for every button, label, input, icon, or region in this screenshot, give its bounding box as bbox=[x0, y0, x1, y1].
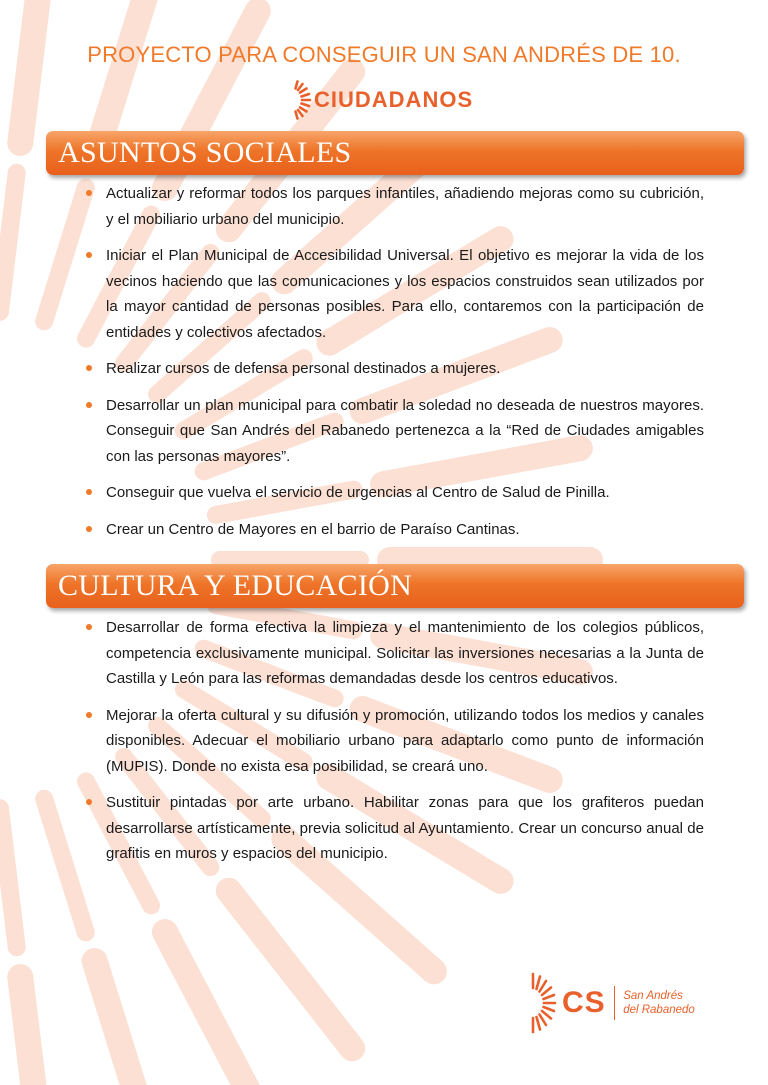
list-item bbox=[84, 393, 704, 470]
ciudadanos-logo bbox=[282, 78, 522, 122]
sunburst-logo-icon bbox=[282, 80, 312, 120]
footer-logo-text: CS bbox=[562, 986, 606, 1019]
list-item bbox=[84, 790, 704, 867]
list-item-text: Conseguir que vuelva el servicio de urgencias al Centro de Salud de Pinilla. bbox=[106, 484, 610, 501]
bullet-icon bbox=[86, 526, 92, 532]
footer-logo bbox=[518, 970, 718, 1036]
bullet-icon bbox=[86, 712, 92, 718]
bullet-icon bbox=[86, 624, 92, 630]
bullet-icon bbox=[86, 402, 92, 408]
sunburst-logo-icon bbox=[518, 972, 558, 1034]
list-item bbox=[84, 615, 704, 692]
footer-logo-divider bbox=[614, 986, 616, 1020]
bullet-icon bbox=[86, 799, 92, 805]
list-item bbox=[84, 480, 704, 506]
list-item-text: Crear un Centro de Mayores en el barrio de Paraíso Cantinas. bbox=[106, 520, 520, 538]
bullet-icon bbox=[86, 252, 92, 258]
list-item-text: Desarrollar de forma efectiva la limpieza y el mantenimiento de los colegios públicos, competencia exclusivamente municipal. Solicitar las inversiones necesarias a la Junta de Castilla y León para las reformas demandadas desde los centros educativos. bbox=[106, 619, 704, 687]
section-header-asuntos-sociales bbox=[46, 131, 744, 175]
list-item-text: Sustituir pintadas por arte urbano. Habilitar zonas para que los grafiteros puedan desarrollarse artísticamente, previa solicitud al Ayuntamiento. Crear un concurso anual de grafitis en muros y espacios del municipio. bbox=[106, 794, 704, 862]
brand-wordmark: CIUDADANOS bbox=[314, 87, 474, 112]
page-title: PROYECTO PARA CONSEGUIR UN SAN ANDRÉS DE 10. bbox=[87, 42, 681, 67]
list-item bbox=[84, 243, 704, 345]
list-item-text: Actualizar y reformar todos los parques infantiles, añadiendo mejoras como su cubrición, y el mobiliario urbano del municipio. bbox=[106, 185, 704, 228]
bullet-icon bbox=[86, 489, 92, 495]
list-item bbox=[84, 517, 704, 543]
list-item-text: Iniciar el Plan Municipal de Accesibilidad Universal. El objetivo es mejorar la vida de los vecinos haciendo que las comunicaciones y los espacios construidos sean utilizados por la mayor cantidad de personas posibles. Para ello, contaremos con la participación de entidades y colectivos afectados. bbox=[106, 247, 704, 341]
list-item-text: Desarrollar un plan municipal para combatir la soledad no deseada de nuestros mayores. Conseguir que San Andrés del Rabanedo pertenezca a la “Red de Ciudades amigables con las personas mayores”. bbox=[106, 396, 704, 465]
list-item bbox=[84, 181, 704, 232]
list-item-text: Realizar cursos de defensa personal destinados a mujeres. bbox=[106, 360, 501, 377]
footer-location bbox=[623, 989, 695, 1017]
bullet-list-cultura-educacion bbox=[84, 615, 704, 878]
section-header-cultura-educacion bbox=[46, 564, 744, 608]
footer-location-line2: del Rabanedo bbox=[623, 1004, 695, 1016]
section-heading: CULTURA Y EDUCACIÓN bbox=[58, 569, 413, 602]
bullet-icon bbox=[86, 365, 92, 371]
list-item bbox=[84, 356, 704, 382]
section-heading: ASUNTOS SOCIALES bbox=[58, 136, 352, 169]
footer-location-line1: San Andrés bbox=[623, 990, 683, 1002]
list-item-text: Mejorar la oferta cultural y su difusión y promoción, utilizando todos los medios y canales disponibles. Adecuar el mobiliario urbano para adaptarlo como punto de información (MUPIS). Donde no exista esa posibilidad, se creará uno. bbox=[106, 706, 704, 775]
bullet-icon bbox=[86, 190, 92, 196]
list-item bbox=[84, 703, 704, 780]
bullet-list-asuntos-sociales bbox=[84, 181, 704, 553]
